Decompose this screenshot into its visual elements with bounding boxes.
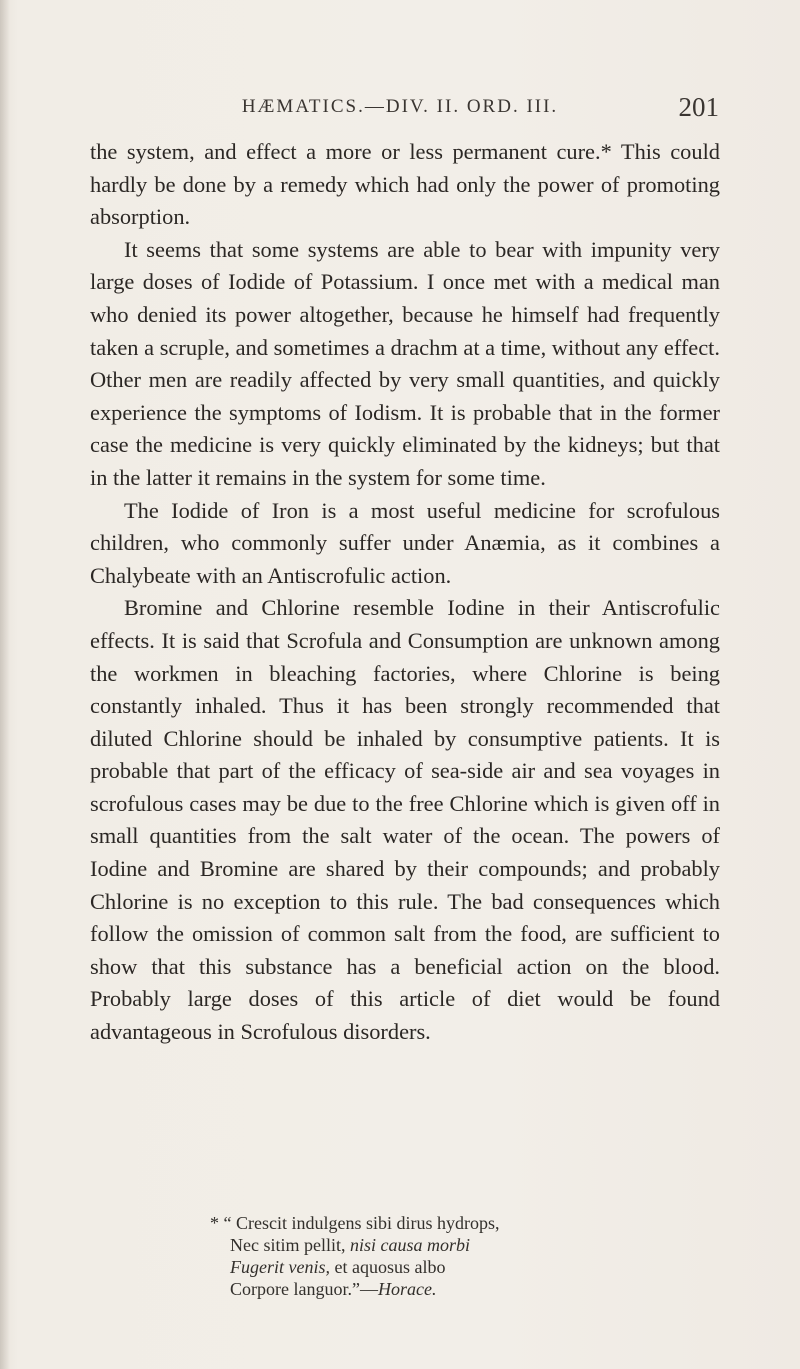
paragraph-iodide-potassium: It seems that some systems are able to bear with impunity very large doses of Iodide of Potassium. I once met with a medical man who denied its power altogether, because he himself had frequently taken a scruple, and sometimes a drachm at a time, without any effect. Other men are readily affected by very small quantities, and quickly experience the symptoms of Iodism. It is probable that in the former case the medicine is very quickly eliminated by the kidneys; but that in the latter it remains in the system for some time. (90, 236, 720, 490)
footnote-text: Nec sitim pellit, (230, 1235, 350, 1255)
footnote-line (210, 1278, 730, 1300)
page-header (0, 92, 800, 126)
footnote-italic: nisi causa morbi (349, 1235, 470, 1255)
footnote-text: * “ Crescit indulgens sibi dirus hydrops, (210, 1213, 500, 1233)
paragraph-bromine-chlorine: Bromine and Chlorine resemble Iodine in their Antiscrofulic effects. It is said that Scrofula and Consumption are unknown among the workmen in bleaching factories, where Chlorine is being constantly inhaled. Thus it has been strongly recommended that diluted Chlorine should be inhaled by consumptive patients. It is probable that part of the efficacy of sea-side air and sea voyages in scrofulous cases may be due to the free Chlorine which is given off in small quantities from the salt water of the ocean. The powers of Iodine and Bromine are shared by their compounds; and probably Chlorine is no exception to this rule. The bad consequences which follow the omission of common salt from the food, are sufficient to show that this substance has a beneficial action on the blood. Probably large doses of this article of diet would be found advantageous in Scrofulous disorders. (90, 595, 720, 1045)
paragraph-continuation: the system, and effect a more or less permanent cure.* This could hardly be done by a remedy which had only the power of promoting absorption. (90, 139, 720, 230)
running-head: HÆMATICS.—DIV. II. ORD. III. (241, 96, 559, 117)
footnote-text: et aquosus albo (329, 1257, 446, 1277)
paragraph-iodide-iron: The Iodide of Iron is a most useful medicine for scrofulous children, who commonly suffer under Anæmia, as it combines a Chalybeate with an Antiscrofulic action. (90, 497, 720, 588)
footnote-line (210, 1212, 730, 1234)
page-fold-shadow (0, 0, 10, 1369)
footnote (210, 1212, 730, 1300)
footnote-line (210, 1234, 730, 1256)
footnote-attribution: Horace. (377, 1279, 437, 1299)
footnote-text: Corpore languor.”— (230, 1279, 378, 1299)
footnote-italic: Fugerit venis, (230, 1257, 330, 1277)
body-text (90, 136, 720, 1049)
footnote-line (210, 1256, 730, 1278)
page-number: 201 (678, 92, 719, 122)
